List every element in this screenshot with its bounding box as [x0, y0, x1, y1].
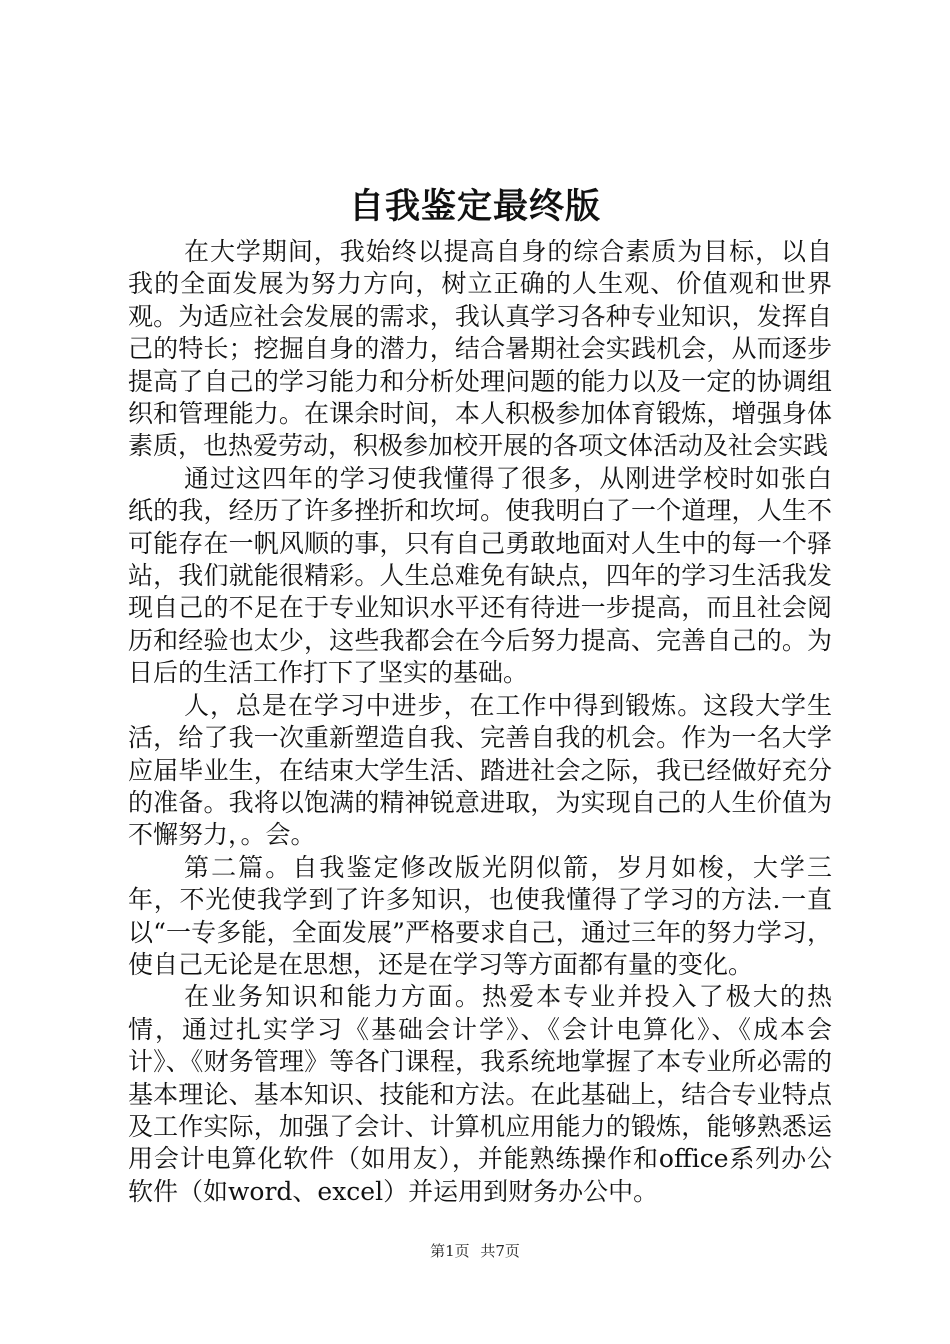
paragraph-2: 通过这四年的学习使我懂得了很多，从刚进学校时如张白纸的我，经历了许多挫折和坎坷。使我明白了一个道理，人生不可能存在一帆风顺的事，只有自己勇敢地面对人生中的每一个驿站，我们就能很精彩。人生总难免有缺点，四年的学习生活我发现自己的不足在于专业知识水平还有待进一步提高，而且社会阅历和经验也太少，这些我都会在今后努力提高、完善自己的。为日后的生活工作打下了坚实的基础。	[128, 463, 832, 688]
page-total: 共7页	[480, 1242, 520, 1260]
paragraph-3: 人，总是在学习中进步，在工作中得到锻炼。这段大学生活，给了我一次重新塑造自我、完善自我的机会。作为一名大学应届毕业生，在结束大学生活、踏进社会之际，我已经做好充分的准备。我将以饱满的精神锐意进取，为实现自己的人生价值为不懈努力，。会。	[128, 690, 832, 850]
page-footer	[0, 1240, 950, 1262]
paragraph-4: 第二篇。自我鉴定修改版光阴似箭，岁月如梭，大学三年，不光使我学到了许多知识，也使我懂得了学习的方法.一直以“一专多能，全面发展”严格要求自己，通过三年的努力学习，使自己无论是在思想，还是在学习等方面都有量的变化。	[128, 852, 832, 979]
page-number: 第1页	[430, 1242, 470, 1260]
document-body	[128, 236, 832, 1208]
document-title: 自我鉴定最终版	[348, 187, 601, 227]
paragraph-1: 在大学期间，我始终以提高自身的综合素质为目标，以自我的全面发展为努力方向，树立正确的人生观、价值观和世界观。为适应社会发展的需求，我认真学习各种专业知识，发挥自己的特长；挖掘自身的潜力，结合暑期社会实践机会，从而逐步提高了自己的学习能力和分析处理问题的能力以及一定的协调组织和管理能力。在课余时间，本人积极参加体育锻炼，增强身体素质，也热爱劳动，积极参加校开展的各项文体活动及社会实践	[128, 237, 832, 461]
paragraph-5: 在业务知识和能力方面。热爱本专业并投入了极大的热情，通过扎实学习《基础会计学》、《会计电算化》、《成本会计》、《财务管理》等各门课程，我系统地掌握了本专业所必需的基本理论、基本知识、技能和方法。在此基础上，结合专业特点及工作实际，加强了会计、计算机应用能力的锻炼，能够熟悉运用会计电算化软件（如用友），并能熟练操作和office系列办公软件（如word、excel）并运用到财务办公中。	[128, 982, 832, 1206]
